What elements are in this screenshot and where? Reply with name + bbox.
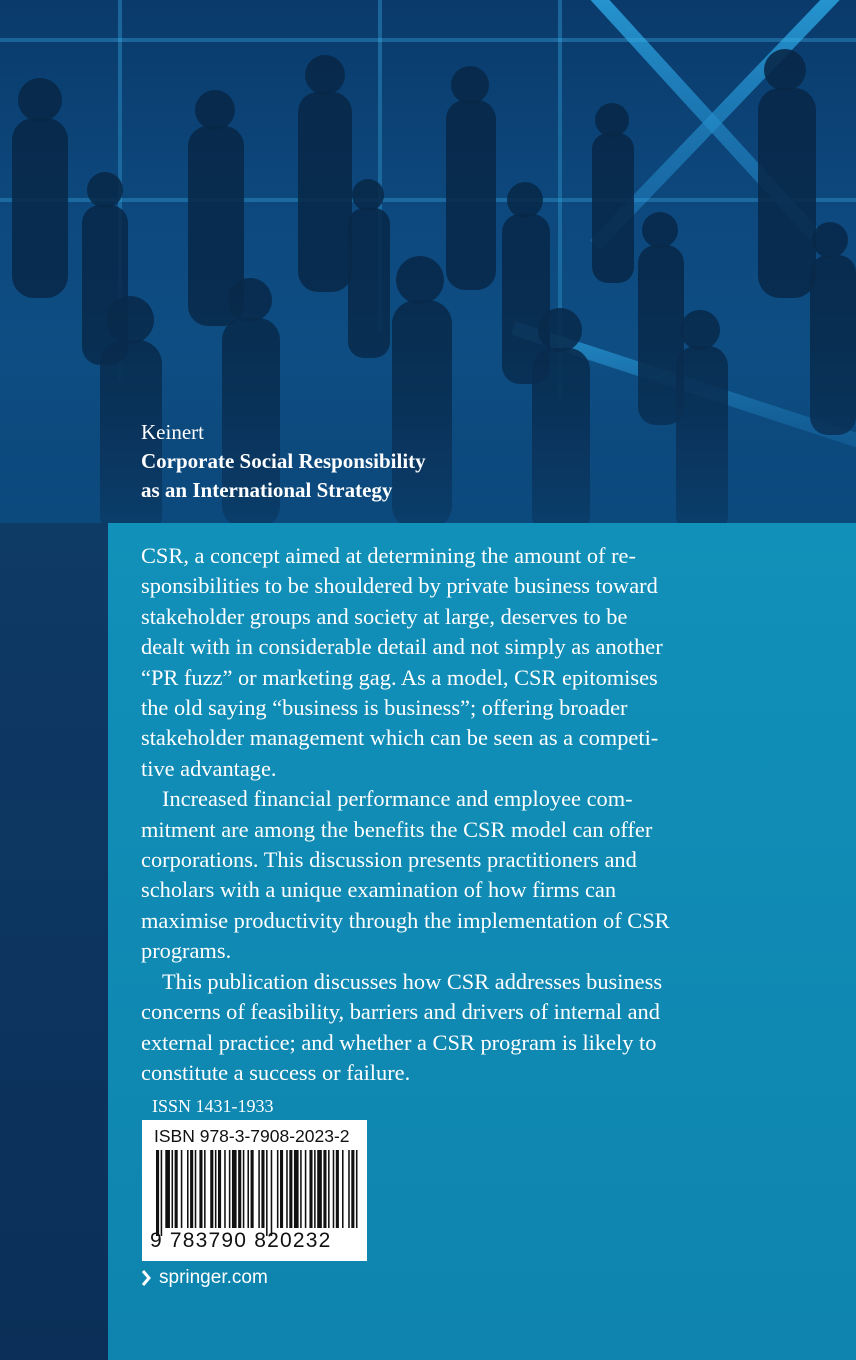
barcode-bar [300, 1150, 302, 1228]
barcode-bar [328, 1150, 330, 1228]
book-description [141, 541, 775, 1088]
barcode-digits: 9 783790 820232 [150, 1229, 332, 1252]
barcode-bar [317, 1150, 322, 1228]
barcode-bar [277, 1150, 279, 1228]
barcode-bar [199, 1150, 202, 1228]
barcode-bar [232, 1150, 237, 1228]
book-title-line-2: as an International Strategy [141, 478, 393, 502]
publisher-website-link[interactable] [141, 1267, 268, 1289]
barcode-bar [156, 1150, 159, 1236]
barcode-bar [294, 1150, 299, 1228]
barcode-bar [336, 1150, 339, 1228]
barcode-bar [190, 1150, 193, 1228]
crowd-illustration [0, 0, 856, 523]
barcode-bar [195, 1150, 197, 1228]
barcode-bar [309, 1150, 312, 1228]
cover-heading [141, 418, 426, 505]
barcode-bar [175, 1150, 178, 1228]
text-line: corporations. This discussion presents practitioners and [141, 847, 637, 873]
barcode-bar [247, 1150, 249, 1228]
barcode-bar [342, 1150, 344, 1228]
barcode-bar [224, 1150, 226, 1228]
barcode-bar [323, 1150, 326, 1228]
barcode-bar [289, 1150, 292, 1228]
barcode-bar [204, 1150, 206, 1228]
barcode-bar [243, 1150, 245, 1228]
text-line: tive advantage. [141, 755, 277, 781]
barcode-bar [261, 1150, 264, 1228]
text-line: sponsibilities to be shouldered by private business toward [141, 573, 658, 599]
spine-strip [0, 523, 108, 1360]
barcode-bar [210, 1150, 213, 1228]
barcode-bar [215, 1150, 217, 1228]
barcode-bar [258, 1150, 260, 1228]
text-line: external practice; and whether a CSR program is likely to [141, 1029, 657, 1055]
text-line: stakeholder management which can be seen as a competi- [141, 725, 659, 751]
barcode-bar [229, 1150, 231, 1228]
text-line: maximise productivity through the implementation of CSR [141, 907, 670, 933]
description-paragraph-1 [141, 541, 775, 784]
barcode-bar [348, 1150, 350, 1228]
text-line: “PR fuzz” or marketing gag. As a model, CSR epitomises [141, 664, 658, 690]
text-line: dealt with in considerable detail and not simply as another [141, 634, 663, 660]
barcode-bar [161, 1150, 163, 1236]
text-line: stakeholder groups and society at large, deserves to be [141, 603, 628, 629]
barcode-bar [305, 1150, 307, 1228]
barcode-bar [351, 1150, 354, 1228]
barcode-bar [165, 1150, 170, 1228]
isbn-barcode [142, 1120, 367, 1261]
barcode-bar [271, 1150, 273, 1236]
description-paragraph-3 [141, 967, 775, 1089]
isbn-label: ISBN 978-3-7908-2023-2 [154, 1126, 350, 1146]
text-line: programs. [141, 938, 232, 964]
chevron-right-icon [141, 1270, 151, 1286]
publisher-website-text: springer.com [159, 1267, 268, 1288]
author-name: Keinert [141, 420, 204, 444]
text-line: the old saying “business is business”; offering broader [141, 695, 628, 721]
barcode-bar [280, 1150, 283, 1228]
text-line: constitute a success or failure. [141, 1059, 411, 1085]
text-line: Increased financial performance and employee com- [162, 786, 633, 812]
barcode-bar [172, 1150, 174, 1228]
cover-photo [0, 0, 856, 523]
barcode-bar [314, 1150, 316, 1228]
text-line: mitment are among the benefits the CSR model can offer [141, 816, 653, 842]
text-line: CSR, a concept aimed at determining the amount of re- [141, 543, 636, 568]
barcode-bar [356, 1150, 358, 1228]
barcode-bar [218, 1150, 221, 1228]
barcode-bar [251, 1150, 254, 1228]
barcode-bar [266, 1150, 268, 1236]
book-title-line-1: Corporate Social Responsibility [141, 449, 426, 473]
description-paragraph-2 [141, 784, 775, 966]
issn-number: ISSN 1431-1933 [152, 1096, 274, 1116]
barcode-bar [286, 1150, 288, 1228]
barcode-bar [333, 1150, 335, 1228]
text-line: This publication discusses how CSR addresses business [162, 968, 663, 994]
barcode-bar [181, 1150, 183, 1228]
barcode-bar [187, 1150, 189, 1228]
text-line: scholars with a unique examination of how firms can [141, 877, 617, 903]
barcode-bar [238, 1150, 241, 1228]
text-line: concerns of feasibility, barriers and drivers of internal and [141, 999, 660, 1025]
